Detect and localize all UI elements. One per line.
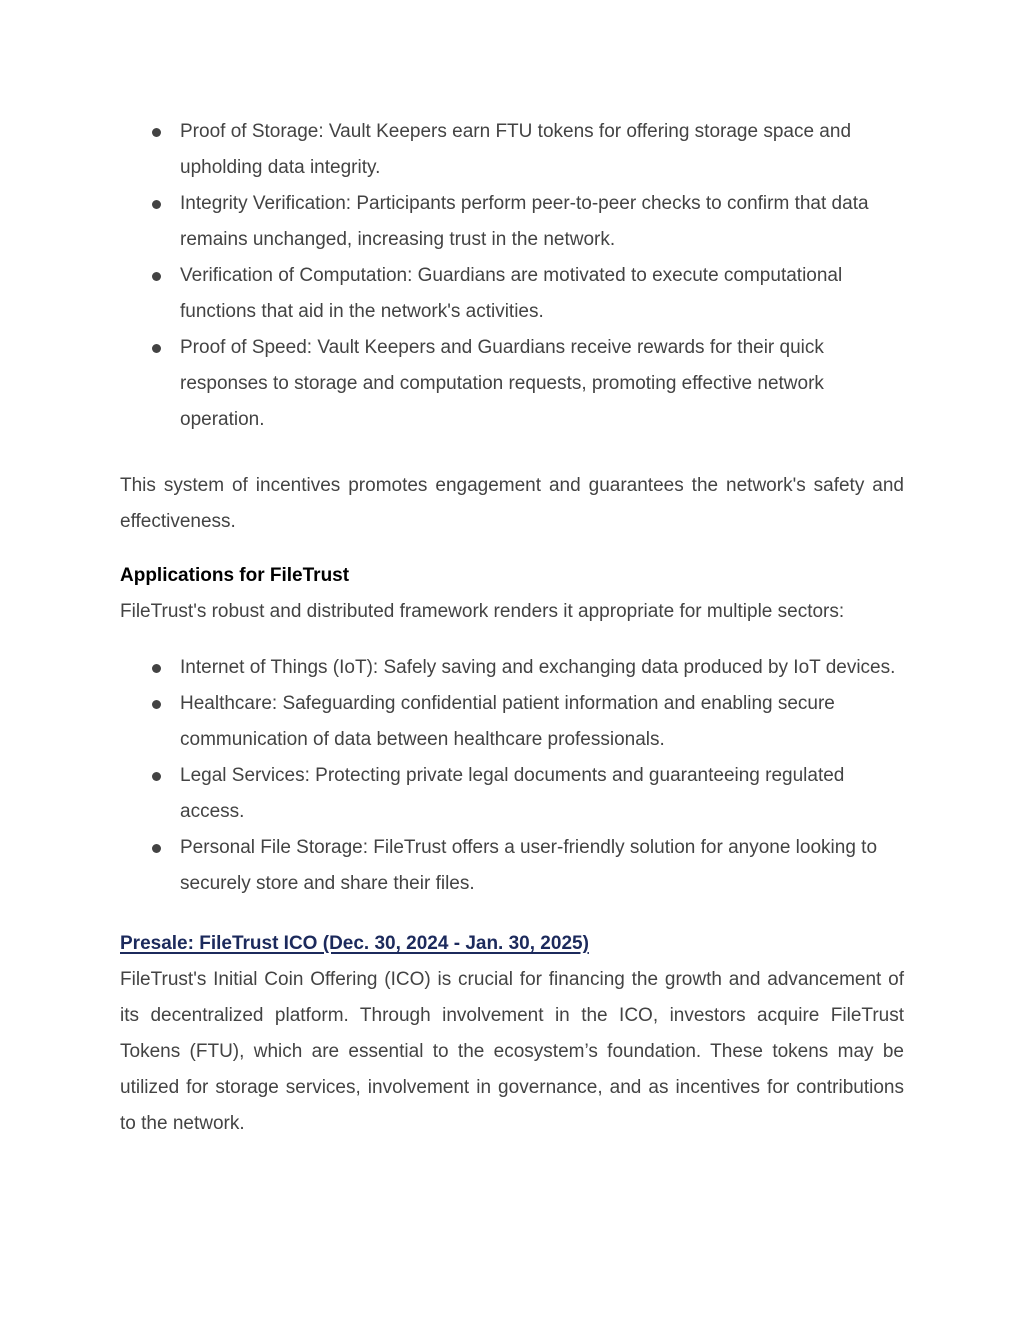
list-item <box>120 686 904 758</box>
list-item-text: Integrity Verification: Participants perform peer-to-peer checks to confirm that data remains unchanged, increasing trust in the network. <box>180 193 869 250</box>
applications-intro-paragraph: FileTrust's robust and distributed framework renders it appropriate for multiple sectors: <box>120 601 845 622</box>
bullet-icon <box>152 128 161 137</box>
bullet-icon <box>152 772 161 781</box>
bullet-icon <box>152 664 161 673</box>
incentives-summary-paragraph: This system of incentives promotes engagement and guarantees the network's safety and effectiveness. <box>120 475 904 532</box>
list-item-text: Verification of Computation: Guardians are motivated to execute computational functions that aid in the network's activities. <box>180 265 843 322</box>
list-item <box>120 758 904 830</box>
applications-heading: Applications for FileTrust <box>120 565 350 586</box>
list-item-text: Internet of Things (IoT): Safely saving and exchanging data produced by IoT devices. <box>180 657 896 678</box>
bullet-icon <box>152 700 161 709</box>
bullet-icon <box>152 344 161 353</box>
bullet-icon <box>152 200 161 209</box>
presale-heading-link[interactable]: Presale: FileTrust ICO (Dec. 30, 2024 - Jan. 30, 2025) <box>120 933 589 954</box>
list-item <box>120 114 904 186</box>
list-item-text: Legal Services: Protecting private legal documents and guaranteeing regulated access. <box>180 765 845 822</box>
bullet-icon <box>152 844 161 853</box>
list-item <box>120 186 904 258</box>
list-item-text: Personal File Storage: FileTrust offers a user-friendly solution for anyone looking to securely store and share their files. <box>180 837 878 894</box>
list-item <box>120 830 904 902</box>
document-content <box>120 114 904 1142</box>
list-item <box>120 258 904 330</box>
list-item-text: Proof of Speed: Vault Keepers and Guardians receive rewards for their quick responses to storage and computation requests, promoting effective network operation. <box>180 337 824 430</box>
list-item <box>120 330 904 438</box>
applications-list <box>120 650 904 902</box>
list-item-text: Healthcare: Safeguarding confidential patient information and enabling secure communication of data between healthcare professionals. <box>180 693 835 750</box>
bullet-icon <box>152 272 161 281</box>
presale-body-paragraph: FileTrust's Initial Coin Offering (ICO) is crucial for financing the growth and advancement of its decentralized platform. Through involvement in the ICO, investors acquire FileTrust Tokens (FTU), which are essential to the ecosystem’s foundation. These tokens may be utilized for storage services, involvement in governance, and as incentives for contributions to the network. <box>120 969 904 1134</box>
incentive-mechanisms-list <box>120 114 904 438</box>
list-item <box>120 650 904 686</box>
list-item-text: Proof of Storage: Vault Keepers earn FTU tokens for offering storage space and upholding data integrity. <box>180 121 852 178</box>
